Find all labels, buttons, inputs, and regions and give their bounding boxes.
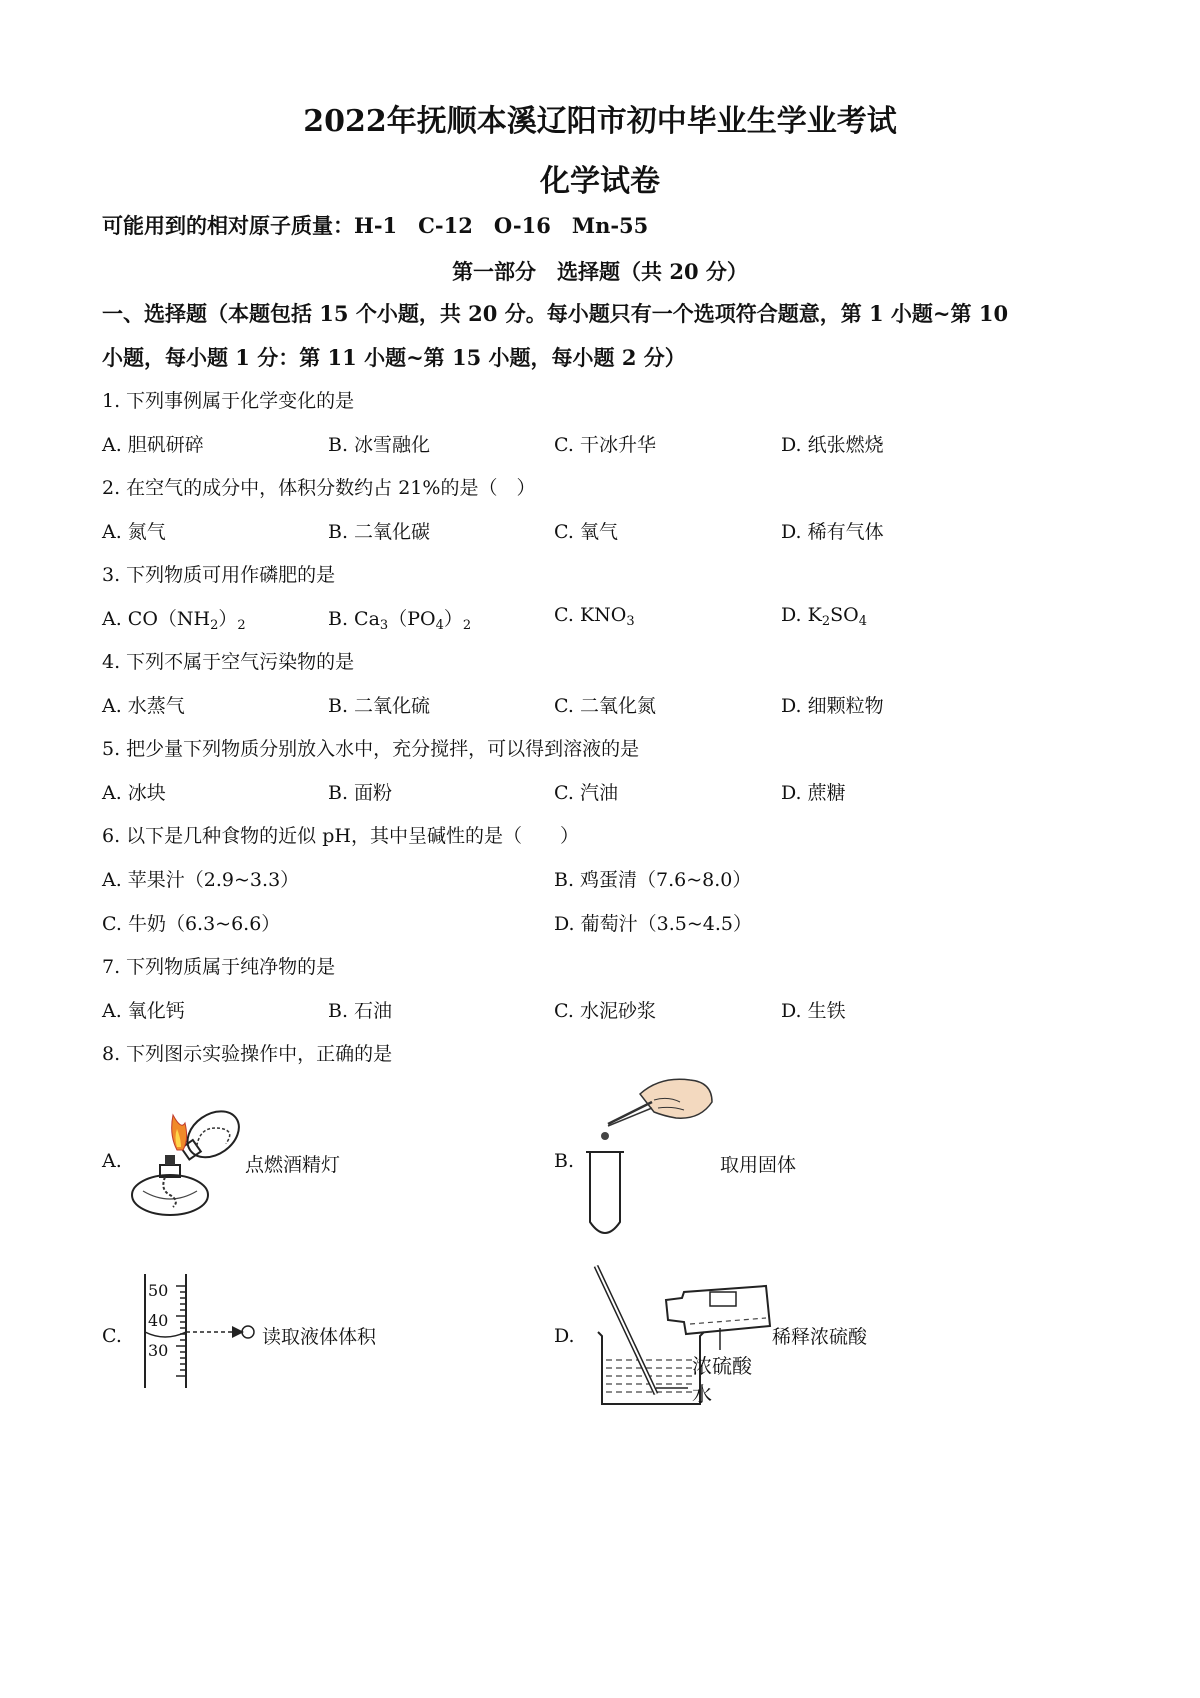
figure-a-caption: 点燃酒精灯: [245, 1154, 341, 1176]
question-2-option-d: D. 稀有气体: [781, 521, 884, 543]
question-7-option-c: C. 水泥砂浆: [554, 1000, 656, 1022]
question-4-option-b: B. 二氧化硫: [328, 695, 431, 717]
instruction-line-1: 一、选择题（本题包括 15 个小题，共 20 分。每小题只有一个选项符合题意，第 1 小题~第 10: [102, 301, 1009, 326]
atomic-mass-note: 可能用到的相对原子质量：H-1 C-12 O-16 Mn-55: [102, 213, 649, 238]
question-7-option-b: B. 石油: [328, 1000, 393, 1022]
question-2-option-a: A. 氮气: [102, 521, 166, 543]
question-6-option-b: B. 鸡蛋清（7.6~8.0）: [554, 869, 752, 891]
question-4-option-a: A. 水蒸气: [102, 695, 185, 717]
figure-a-letter: A.: [102, 1150, 122, 1172]
question-1-stem: 1. 下列事例属于化学变化的是: [102, 390, 355, 412]
exam-subtitle: 化学试卷: [540, 164, 660, 199]
question-7-option-a: A. 氧化钙: [102, 1000, 185, 1022]
question-6-option-d: D. 葡萄汁（3.5~4.5）: [554, 913, 752, 935]
question-1-option-a: A. 胆矾研碎: [102, 434, 204, 456]
question-7-stem: 7. 下列物质属于纯净物的是: [102, 956, 336, 978]
question-4-stem: 4. 下列不属于空气污染物的是: [102, 651, 355, 673]
question-3-option-c: C. $KNO_3$: [554, 604, 635, 629]
question-3-option-a: A. $CO(NH_2)_2$: [102, 608, 246, 633]
figure-d-dilution-illustration: [590, 1262, 780, 1412]
figure-d-label-acid: 浓硫酸: [692, 1354, 752, 1378]
figure-d-caption: 稀释浓硫酸: [772, 1326, 868, 1348]
figure-b-caption: 取用固体: [720, 1154, 797, 1176]
figure-b-test-tube-illustration: [580, 1072, 720, 1242]
question-3-option-b: B. $Ca_3(PO_4)_2$: [328, 608, 472, 633]
question-4-option-c: C. 二氧化氮: [554, 695, 656, 717]
question-1-option-c: C. 干冰升华: [554, 434, 656, 456]
question-6-option-c: C. 牛奶（6.3~6.6）: [102, 913, 281, 935]
question-3-option-d: D. $K_2SO_4$: [781, 604, 867, 629]
figure-c-caption: 读取液体体积: [262, 1326, 377, 1348]
question-5-stem: 5. 把少量下列物质分别放入水中，充分搅拌，可以得到溶液的是: [102, 738, 640, 760]
figure-c-letter: C.: [102, 1325, 122, 1347]
instruction-line-2: 小题，每小题 1 分：第 11 小题~第 15 小题，每小题 2 分）: [102, 345, 686, 370]
question-5-option-a: A. 冰块: [102, 782, 166, 804]
question-6-stem: 6. 以下是几种食物的近似 pH，其中呈碱性的是（ ）: [102, 825, 579, 847]
figure-d-letter: D.: [554, 1325, 575, 1347]
figure-c-tick-40: 40: [148, 1311, 169, 1330]
question-1-option-d: D. 纸张燃烧: [781, 434, 884, 456]
question-2-option-c: C. 氧气: [554, 521, 618, 543]
question-3-stem: 3. 下列物质可用作磷肥的是: [102, 564, 336, 586]
question-8-stem: 8. 下列图示实验操作中，正确的是: [102, 1043, 393, 1065]
figure-c-tick-50: 50: [148, 1281, 169, 1300]
figure-d-label-water: 水: [692, 1382, 712, 1406]
question-2-stem: 2. 在空气的成分中，体积分数约占 21%的是（ ）: [102, 477, 536, 499]
figure-a-alcohol-lamp-illustration: [125, 1095, 245, 1225]
question-5-option-c: C. 汽油: [554, 782, 618, 804]
question-7-option-d: D. 生铁: [781, 1000, 846, 1022]
question-5-option-d: D. 蔗糖: [781, 782, 846, 804]
figure-c-tick-30: 30: [148, 1341, 169, 1360]
question-6-option-a: A. 苹果汁（2.9~3.3）: [102, 869, 300, 891]
question-4-option-d: D. 细颗粒物: [781, 695, 884, 717]
part-heading: 第一部分 选择题（共 20 分）: [452, 259, 748, 284]
figure-b-letter: B.: [554, 1150, 575, 1172]
question-2-option-b: B. 二氧化碳: [328, 521, 431, 543]
question-5-option-b: B. 面粉: [328, 782, 393, 804]
exam-title: 2022年抚顺本溪辽阳市初中毕业生学业考试: [303, 104, 897, 139]
question-1-option-b: B. 冰雪融化: [328, 434, 431, 456]
